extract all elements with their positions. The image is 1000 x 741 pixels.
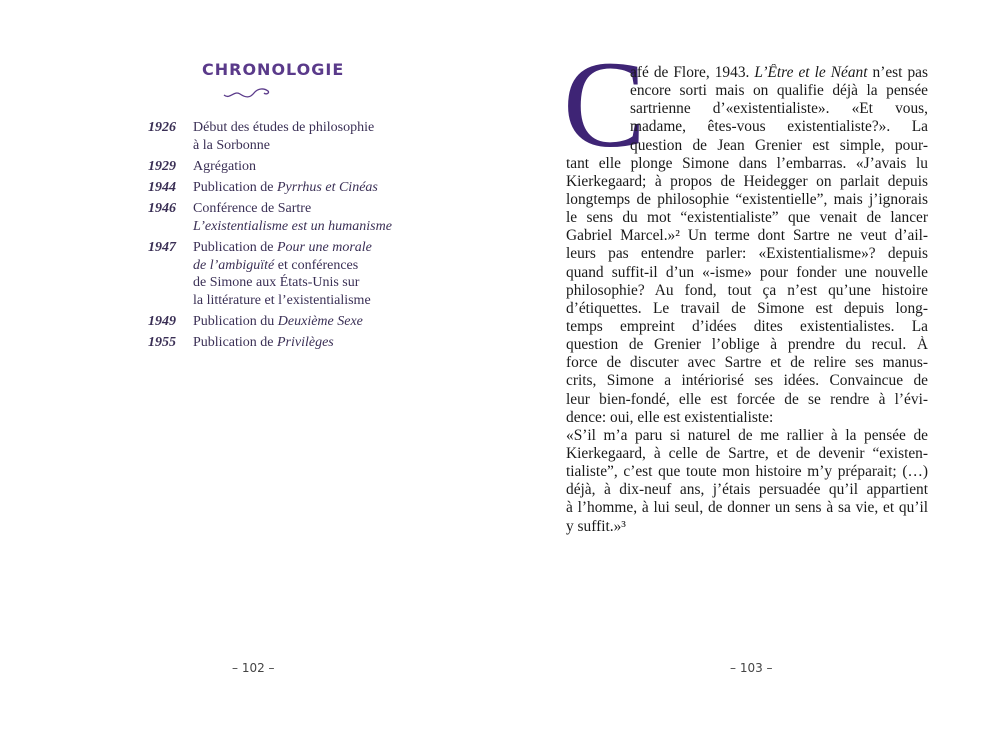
text-line: question de Grenier l’oblige à prendre du recul. À: [566, 336, 928, 354]
chronology-entry: 1926 Début des études de philosophie à la Sorbonne: [148, 120, 375, 153]
text-line: leur bien-fondé, elle est forcée de se rendre à l’évi-: [566, 390, 928, 408]
text-line: Gabriel Marcel.»² Un terme dont Sartre ne veut d’ail-: [566, 227, 928, 245]
text-line: temps empreint d’idées dites existentialistes. La: [566, 317, 928, 335]
text-line: longtemps de philosophie “existentielle”, mais j’ignorais: [566, 190, 928, 208]
chronology-entry: 1955 Publication de Privilèges: [148, 335, 334, 351]
text-line: leurs pas entendre parler: «Existentialisme»? depuis: [566, 245, 928, 263]
swirl-ornament-icon: [222, 86, 272, 100]
drop-cap: C: [563, 36, 646, 173]
quote-line: tialiste”, c’est que toute mon histoire m’y préparait; (…): [566, 463, 928, 481]
text-line: afé de Flore, 1943. L’Être et le Néant n’est pas: [630, 64, 928, 81]
text-line: le sens du mot “existentialiste” que venait de lancer: [566, 209, 928, 227]
page-number: – 103 –: [730, 661, 773, 675]
text-line: question de Jean Grenier est simple, pour-: [630, 136, 928, 154]
entry-year: 1947: [148, 239, 176, 255]
chronology-entry: 1946 Conférence de Sartre L’existentialisme est un humanisme: [148, 201, 392, 234]
chronology-entry: 1947 Publication de Pour une morale de l’ambiguïté et conférences de Simone aux États-Unis sur la littérature et l’existentialisme: [148, 239, 372, 308]
text-line: philosophie? Au fond, tout ça n’est qu’une histoire: [566, 281, 928, 299]
entry-year: 1955: [148, 335, 176, 351]
quote-line: à l’homme, à lui seul, de donner un sens à sa vie, et qu’il: [566, 499, 928, 517]
quote-line: «S’il m’a paru si naturel de me rallier à la pensée de: [566, 426, 928, 444]
entry-year: 1929: [148, 158, 176, 174]
right-page: [500, 0, 1000, 741]
entry-year: 1926: [148, 120, 176, 135]
text-line: encore sorti mais on qualifie déjà la pensée: [630, 82, 928, 100]
text-line: quand suffit-il d’un «-isme» pour fonder une nouvelle: [566, 263, 928, 281]
quote-line: déjà, à dix-neuf ans, j’étais persuadée qu’il appartient: [566, 481, 928, 499]
quote-line: y suffit.»³: [566, 517, 626, 535]
quote-line: Kierkegaard, à celle de Sartre, et de devenir “existen-: [566, 444, 928, 462]
text-line: force de discuter avec Sartre et de relire ses manus-: [566, 354, 928, 372]
chronology-entry: 1929 Agrégation: [148, 158, 256, 174]
text-line: Kierkegaard; à propos de Heidegger on parlait depuis: [566, 172, 928, 190]
text-line: crits, Simone a intériorisé ses idées. Convaincue de: [566, 372, 928, 390]
text-line: dence: oui, elle est existentialiste:: [566, 408, 774, 426]
text-line: d’étiquettes. Le travail de Simone est depuis long-: [566, 299, 928, 317]
entry-year: 1949: [148, 313, 176, 329]
chronology-title: CHRONOLOGIE: [202, 60, 345, 79]
chronology-entry: 1949 Publication du Deuxième Sexe: [148, 313, 363, 329]
chronology-entry: 1944 Publication de Pyrrhus et Cinéas: [148, 179, 378, 195]
chronology-list: [148, 119, 448, 355]
entry-year: 1944: [148, 179, 176, 195]
entry-year: 1946: [148, 201, 176, 217]
text-line: madame, êtes-vous existentialiste?». La: [630, 118, 928, 136]
text-line: sartrienne d’«existentialiste». «Et vous,: [630, 100, 928, 118]
text-line: tant elle plonge Simone dans l’embarras. «J’avais lu: [566, 154, 928, 172]
page-number: – 102 –: [232, 661, 275, 675]
body-text: [566, 64, 928, 536]
